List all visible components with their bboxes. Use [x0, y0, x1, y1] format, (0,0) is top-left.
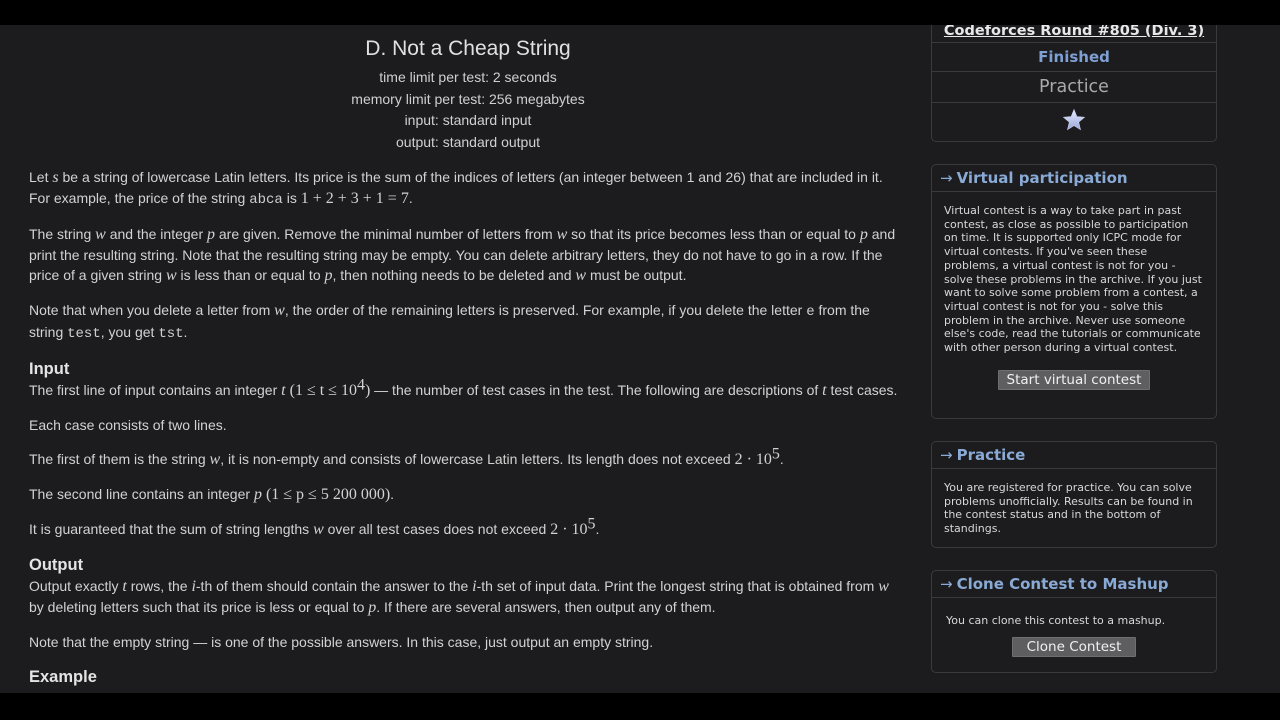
- output-spec: output: standard output: [396, 133, 540, 150]
- virtual-participation-text: Virtual contest is a way to take part in past contest, as close as possible to participation on time. It is supported only ICPC mode for virtual contests. If you've seen these problems, a virtual contest is not for you - solve these problems in the archive. If you just want to solve some problem from a contest, a virtual contest is not for you - solve this problem in the archive. Never use someone else's code, read the tutorials or communicate with other person during a virtual contest.: [944, 204, 1202, 355]
- arrow-right-icon: →: [940, 446, 953, 464]
- input-spec: input: standard input: [404, 112, 532, 128]
- legend-paragraph-3: Note that when you delete a letter from w, the order of the remaining letters is preserved. For example, if you delete the letter e from the string test, you get tst.: [29, 302, 870, 342]
- input-paragraph-4: The second line contains an integer p (1 ≤ p ≤ 5 200 000).: [29, 486, 395, 503]
- favourite-star-button[interactable]: [932, 103, 1216, 137]
- star-icon: [1062, 108, 1086, 132]
- contest-status: Finished: [932, 43, 1216, 72]
- practice-header: → Practice: [932, 442, 1216, 469]
- virtual-participation-box: [931, 164, 1217, 419]
- output-paragraph-2: Note that the empty string — is one of the possible answers. In this case, just output an empty string.: [29, 634, 654, 650]
- clone-contest-text: You can clone this contest to a mashup.: [946, 614, 1166, 627]
- problem-statement: [29, 25, 907, 688]
- output-paragraph-1: Output exactly t rows, the i-th of them should contain the answer to the i-th set of input data. Print the longest string that is obtained from w by deleting letters such that its price is less or equal to p. If there are several answers, then output any of them.: [29, 578, 889, 616]
- start-virtual-contest-button[interactable]: Start virtual contest: [998, 370, 1151, 390]
- problem-title: D. Not a Cheap String: [365, 37, 571, 60]
- input-paragraph-3: The first of them is the string w, it is non-empty and consists of lowercase Latin letters. Its length does not exceed $2 \cdot 10^5$.: [29, 445, 784, 468]
- contest-phase: Practice: [932, 72, 1216, 103]
- arrow-right-icon: →: [940, 575, 953, 593]
- output-header: Output: [29, 556, 84, 574]
- input-paragraph-5: It is guaranteed that the sum of string lengths w over all test cases does not exceed $2 \cdot 10^5$.: [29, 515, 600, 538]
- contest-info-box: [931, 25, 1217, 142]
- memory-limit: memory limit per test: 256 megabytes: [351, 90, 585, 107]
- clone-contest-button[interactable]: Clone Contest: [1012, 637, 1137, 657]
- legend-paragraph-2: The string w and the integer p are given. Remove the minimal number of letters from w so that its price becomes less than or equal to p and print the resulting string. Note that the resulting string may be empty. You can delete arbitrary letters, they do not have to go in a row. If the price of a given string w is less than or equal to p, then nothing needs to be deleted and w must be output.: [29, 226, 896, 284]
- contest-name-link[interactable]: Codeforces Round #805 (Div. 3): [932, 25, 1216, 43]
- codeforces-page: [0, 25, 1280, 693]
- clone-contest-header: → Clone Contest to Mashup: [932, 571, 1216, 598]
- practice-box: [931, 441, 1217, 548]
- legend-paragraph-1: Let s be a string of lowercase Latin letters. Its price is the sum of the indices of letters (an integer between 1 and 26) that are included in it. For example, the price of the string abca is 1 + 2 + 3 + 1 = 7.: [29, 169, 883, 208]
- time-limit: time limit per test: 2 seconds: [379, 69, 557, 85]
- input-paragraph-1: The first line of input contains an integer t $(1 \le t \le 10^4)$ — the number of test cases in the test. The following are descriptions of t test cases.: [29, 376, 898, 399]
- input-header: Input: [29, 360, 70, 378]
- practice-text: You are registered for practice. You can solve problems unofficially. Results can be found in the contest status and in the bottom of standings.: [944, 481, 1193, 536]
- clone-contest-box: [931, 570, 1217, 673]
- example-header: Example: [29, 668, 97, 686]
- arrow-right-icon: →: [940, 169, 953, 187]
- virtual-participation-header: → Virtual participation: [932, 165, 1216, 192]
- input-paragraph-2: Each case consists of two lines.: [29, 417, 227, 433]
